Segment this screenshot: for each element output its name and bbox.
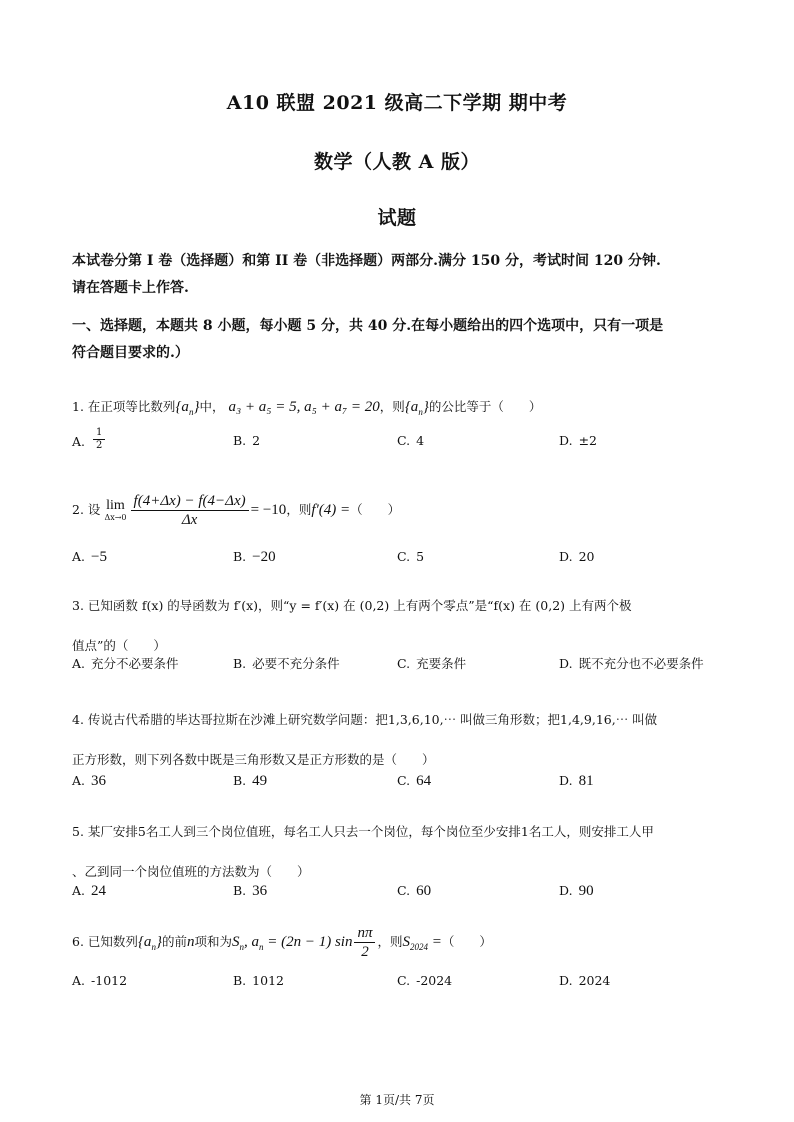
option-a[interactable]: A. $\frac{1}{2}$ bbox=[72, 433, 107, 452]
option-c[interactable]: C. 60 bbox=[397, 883, 432, 899]
sequence-symbol: $\{a_n\}$ bbox=[404, 399, 429, 417]
part-one-line-2: 符合题目要求的.） bbox=[72, 345, 189, 361]
option-c[interactable]: C. 64 bbox=[397, 773, 432, 789]
option-d[interactable]: D. ±2 bbox=[559, 433, 597, 448]
option-d[interactable]: D. 90 bbox=[559, 883, 594, 899]
question-text: ，则 bbox=[379, 399, 405, 414]
question-4-options bbox=[72, 773, 732, 793]
sequence-symbol: $\{a_n\}$ bbox=[175, 399, 200, 417]
question-text: 正方形数，则下列各数中既是三角形数又是正方形数的是（ ） bbox=[72, 752, 435, 767]
derivative-expression: f′(4) = bbox=[311, 502, 351, 518]
exam-title: A10 联盟 2021 级高二下学期 期中考 bbox=[226, 92, 568, 114]
option-d[interactable]: D. 既不充分也不必要条件 bbox=[559, 656, 704, 671]
question-number: 6. bbox=[72, 934, 84, 949]
option-c[interactable]: C. 4 bbox=[397, 433, 425, 448]
question-3-options bbox=[72, 654, 732, 674]
question-text: 在正项等比数列 bbox=[87, 399, 176, 414]
question-text: 项和为 bbox=[194, 934, 232, 949]
option-b[interactable]: B. 1012 bbox=[233, 973, 284, 988]
instructions-line-1: 本试卷分第 I 卷（选择题）和第 II 卷（非选择题）两部分.满分 150 分，考试时间 120 分钟. bbox=[72, 253, 661, 269]
option-c[interactable]: C. 5 bbox=[397, 549, 425, 564]
question-text: 某厂安排5名工人到三个岗位值班，每名工人只去一个岗位，每个岗位至少安排1名工人，则安排工人甲 bbox=[87, 824, 654, 839]
formula: $S_n$, $a_n = (2n - 1)$ sin bbox=[231, 934, 353, 952]
question-2-options bbox=[72, 549, 732, 569]
variable-n: n bbox=[186, 934, 195, 950]
question-text: （ ） bbox=[441, 934, 492, 949]
option-d[interactable]: D. 81 bbox=[559, 773, 594, 789]
question-text: ，则 bbox=[286, 502, 312, 517]
question-text: 、乙到同一个岗位值班的方法数为（ ） bbox=[72, 864, 310, 879]
option-b[interactable]: B. 36 bbox=[233, 883, 268, 899]
question-text: （ ） bbox=[350, 502, 401, 517]
option-c[interactable]: C. 充要条件 bbox=[397, 656, 467, 671]
option-b[interactable]: B. 2 bbox=[233, 433, 261, 448]
section-title: 试题 bbox=[377, 207, 417, 229]
question-1-options bbox=[72, 427, 732, 453]
question-1 bbox=[72, 397, 732, 422]
option-b[interactable]: B. −20 bbox=[233, 549, 276, 565]
option-a[interactable]: A. 充分不必要条件 bbox=[72, 656, 179, 671]
question-5-options bbox=[72, 883, 732, 903]
option-a[interactable]: A. 24 bbox=[72, 883, 107, 899]
question-text: 值点”的（ ） bbox=[72, 638, 166, 653]
question-text: 中， bbox=[199, 399, 225, 414]
page-footer: 第 1页/共 7页 bbox=[359, 1093, 435, 1107]
instructions bbox=[72, 248, 732, 302]
limit-symbol: lim Δx→0 bbox=[104, 498, 127, 522]
difference-quotient: $\frac{f(4+\Delta x) - f(4-\Delta x)}{\Delta x}$ bbox=[131, 492, 249, 529]
option-b[interactable]: B. 必要不充分条件 bbox=[233, 656, 340, 671]
limit-value: = −10 bbox=[250, 502, 287, 518]
question-4 bbox=[72, 700, 732, 780]
part-one-line-1: 一、选择题，本题共 8 小题，每小题 5 分，共 40 分.在每小题给出的四个选项中，只有一项是 bbox=[72, 318, 664, 334]
part-one-heading bbox=[72, 313, 732, 367]
question-6 bbox=[72, 922, 732, 967]
question-2 bbox=[72, 490, 732, 530]
option-a[interactable]: A. -1012 bbox=[72, 973, 128, 988]
option-d[interactable]: D. 2024 bbox=[559, 973, 611, 988]
option-a[interactable]: A. −5 bbox=[72, 549, 107, 565]
option-d[interactable]: D. 20 bbox=[559, 549, 595, 564]
question-text: 传说古代希腊的毕达哥拉斯在沙滩上研究数学问题：把1,3,6,10,⋯ 叫做三角形数；把1,4,9,16,⋯ 叫做 bbox=[87, 712, 658, 727]
sum-expression: $S_{2024}$ = bbox=[402, 934, 442, 952]
question-number: 5. bbox=[72, 824, 84, 839]
exam-subtitle: 数学（人教 A 版） bbox=[314, 151, 480, 173]
question-number: 1. bbox=[72, 399, 84, 414]
question-text: 已知数列 bbox=[87, 934, 138, 949]
instructions-line-2: 请在答题卡上作答. bbox=[72, 280, 189, 296]
sine-argument: $\frac{n\pi}{2}$ bbox=[354, 924, 375, 961]
option-c[interactable]: C. -2024 bbox=[397, 973, 453, 988]
question-number: 3. bbox=[72, 598, 84, 613]
option-b[interactable]: B. 49 bbox=[233, 773, 268, 789]
formula: a₃ + a₅ = 5, a₅ + a₇ = 20 bbox=[228, 399, 380, 415]
question-text: 已知函数 f(x) 的导函数为 f′(x)，则“y = f′(x) 在 (0,2) 上有两个零点”是“f(x) 在 (0,2) 上有两个极 bbox=[87, 598, 632, 613]
question-5 bbox=[72, 812, 732, 892]
question-text: 设 bbox=[87, 502, 101, 517]
question-text: 的公比等于（ ） bbox=[428, 399, 542, 414]
question-number: 2. bbox=[72, 502, 84, 517]
question-text: ，则 bbox=[377, 934, 403, 949]
sequence-symbol: $\{a_n\}$ bbox=[137, 934, 162, 952]
option-a[interactable]: A. 36 bbox=[72, 773, 107, 789]
question-number: 4. bbox=[72, 712, 84, 727]
question-text: 的前 bbox=[161, 934, 187, 949]
question-6-options bbox=[72, 973, 732, 993]
